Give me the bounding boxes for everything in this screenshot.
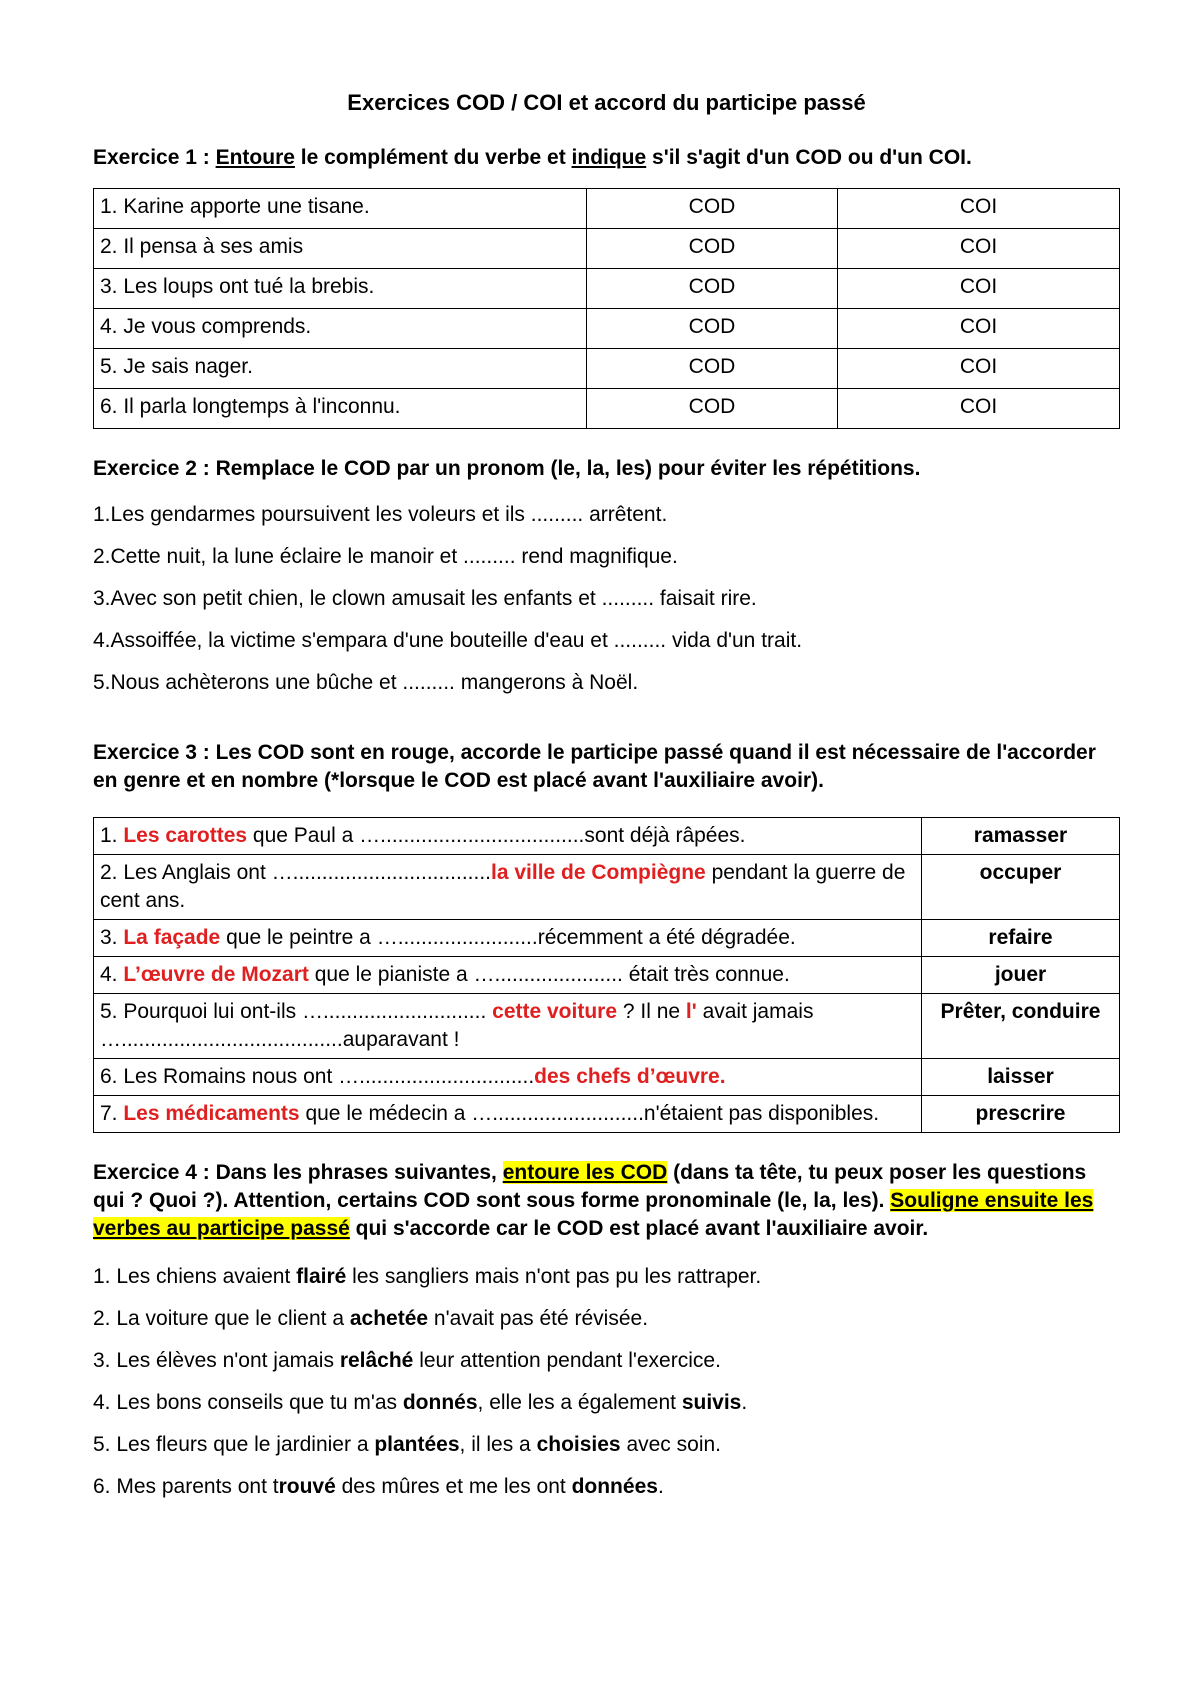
- sentence-cell: 4. L’œuvre de Mozart que le pianiste a …...................... était très connue.: [94, 957, 922, 994]
- table-row: [94, 349, 1120, 389]
- verb-cell: refaire: [922, 920, 1120, 957]
- list-item: 4.Assoiffée, la victime s'empara d'une bouteille d'eau et ......... vida d'un trait.: [93, 629, 803, 652]
- cod-red: des chefs d’œuvre.: [534, 1065, 726, 1088]
- sentence-cell: 5. Pourquoi lui ont-ils …............................ cette voiture ? Il ne l' avait jamais …......................................auparavant !: [94, 994, 922, 1059]
- highlight-souligne-verbes: Souligne ensuite les verbes au participe passé: [93, 1189, 1094, 1240]
- coi-option[interactable]: COI: [838, 229, 1120, 269]
- verb-cell: jouer: [922, 957, 1120, 994]
- cod-option[interactable]: COD: [587, 309, 838, 349]
- exercise-1-label: Exercice 1 :: [93, 146, 216, 169]
- table-row: [94, 1096, 1120, 1133]
- exercise-4-list: [93, 1263, 1120, 1501]
- exercise-2-list: [93, 501, 1120, 697]
- list-item: 5. Les fleurs que le jardinier a plantées, il les a choisies avec soin.: [93, 1433, 721, 1456]
- list-item: 5.Nous achèterons une bûche et ......... mangerons à Noël.: [93, 671, 639, 694]
- exercise-1-keyword-indique: indique: [571, 146, 647, 169]
- list-item: 1.Les gendarmes poursuivent les voleurs et ils ......... arrêtent.: [93, 503, 668, 526]
- list-item: 2. La voiture que le client a achetée n'avait pas été révisée.: [93, 1307, 649, 1330]
- worksheet-content: [93, 90, 1120, 1501]
- sentence-cell: 1. Karine apporte une tisane.: [94, 189, 587, 229]
- coi-option[interactable]: COI: [838, 349, 1120, 389]
- cod-red: l': [685, 1000, 697, 1023]
- cod-red: Les carottes: [123, 824, 248, 847]
- list-item: 2.Cette nuit, la lune éclaire le manoir et ......... rend magnifique.: [93, 545, 678, 568]
- sentence-cell: 2. Les Anglais ont …..................................la ville de Compiègne pendant la guerre de cent ans.: [94, 855, 922, 920]
- verb-cell: Prêter, conduire: [922, 994, 1120, 1059]
- exercise-1-text: le complément du verbe et: [294, 146, 572, 169]
- list-item: 4. Les bons conseils que tu m'as donnés, elle les a également suivis.: [93, 1391, 748, 1414]
- cod-option[interactable]: COD: [587, 229, 838, 269]
- cod-option[interactable]: COD: [587, 349, 838, 389]
- highlight-entoure-cod: entoure les COD: [502, 1161, 668, 1184]
- table-row: [94, 818, 1120, 855]
- table-row: [94, 309, 1120, 349]
- page-title: Exercices COD / COI et accord du participe passé: [347, 90, 866, 115]
- coi-option[interactable]: COI: [838, 389, 1120, 429]
- verb-cell: prescrire: [922, 1096, 1120, 1133]
- table-row: [94, 1059, 1120, 1096]
- coi-option[interactable]: COI: [838, 309, 1120, 349]
- sentence-cell: 7. Les médicaments que le médecin a …..........................n'étaient pas disponibles.: [94, 1096, 922, 1133]
- exercise-1-heading: [93, 144, 1120, 172]
- exercise-1-table: [93, 188, 1120, 429]
- sentence-cell: 1. Les carottes que Paul a …...................................sont déjà râpées.: [94, 818, 922, 855]
- list-item: 3. Les élèves n'ont jamais relâché leur attention pendant l'exercice.: [93, 1349, 721, 1372]
- exercise-3-heading: Exercice 3 : Les COD sont en rouge, accorde le participe passé quand il est nécessaire de l'accorder en genre et en nombre (*lorsque le COD est placé avant l'auxiliaire avoir).: [93, 741, 1096, 792]
- sentence-cell: 6. Il parla longtemps à l'inconnu.: [94, 389, 587, 429]
- coi-option[interactable]: COI: [838, 189, 1120, 229]
- sentence-cell: 4. Je vous comprends.: [94, 309, 587, 349]
- sentence-cell: 2. Il pensa à ses amis: [94, 229, 587, 269]
- cod-red: L’œuvre de Mozart: [123, 963, 309, 986]
- exercise-1-text-end: s'il s'agit d'un COD ou d'un COI.: [646, 146, 972, 169]
- sentence-cell: 5. Je sais nager.: [94, 349, 587, 389]
- cod-red: La façade: [123, 926, 221, 949]
- table-row: [94, 389, 1120, 429]
- cod-red: Les médicaments: [123, 1102, 300, 1125]
- coi-option[interactable]: COI: [838, 269, 1120, 309]
- list-item: 6. Mes parents ont trouvé des mûres et me les ont données.: [93, 1475, 664, 1498]
- table-row: [94, 957, 1120, 994]
- sentence-cell: 6. Les Romains nous ont …..............................des chefs d’œuvre.: [94, 1059, 922, 1096]
- list-item: 1. Les chiens avaient flairé les sangliers mais n'ont pas pu les rattraper.: [93, 1265, 762, 1288]
- cod-option[interactable]: COD: [587, 269, 838, 309]
- table-row: [94, 269, 1120, 309]
- sentence-cell: 3. Les loups ont tué la brebis.: [94, 269, 587, 309]
- table-row: [94, 994, 1120, 1059]
- verb-cell: laisser: [922, 1059, 1120, 1096]
- cod-red: la ville de Compiègne: [491, 861, 706, 884]
- table-row: [94, 920, 1120, 957]
- exercise-2-heading: Exercice 2 : Remplace le COD par un pronom (le, la, les) pour éviter les répétitions.: [93, 457, 921, 480]
- sentence-cell: 3. La façade que le peintre a …........................récemment a été dégradée.: [94, 920, 922, 957]
- table-row: [94, 229, 1120, 269]
- exercise-4-heading: Exercice 4 : Dans les phrases suivantes, entoure les COD (dans ta tête, tu peux poser les questions qui ? Quoi ?). Attention, certains COD sont sous forme pronominale (le, la, les). Souligne ensuite les verbes au participe passé qui s'accorde car le COD est placé avant l'auxiliaire avoir.: [93, 1161, 1094, 1240]
- verb-cell: ramasser: [922, 818, 1120, 855]
- exercise-3-table: [93, 817, 1120, 1133]
- table-row: [94, 855, 1120, 920]
- cod-option[interactable]: COD: [587, 389, 838, 429]
- cod-option[interactable]: COD: [587, 189, 838, 229]
- cod-red: cette voiture: [492, 1000, 618, 1023]
- exercise-1-keyword-entoure: Entoure: [215, 146, 295, 169]
- list-item: 3.Avec son petit chien, le clown amusait les enfants et ......... faisait rire.: [93, 587, 757, 610]
- verb-cell: occuper: [922, 855, 1120, 920]
- table-row: [94, 189, 1120, 229]
